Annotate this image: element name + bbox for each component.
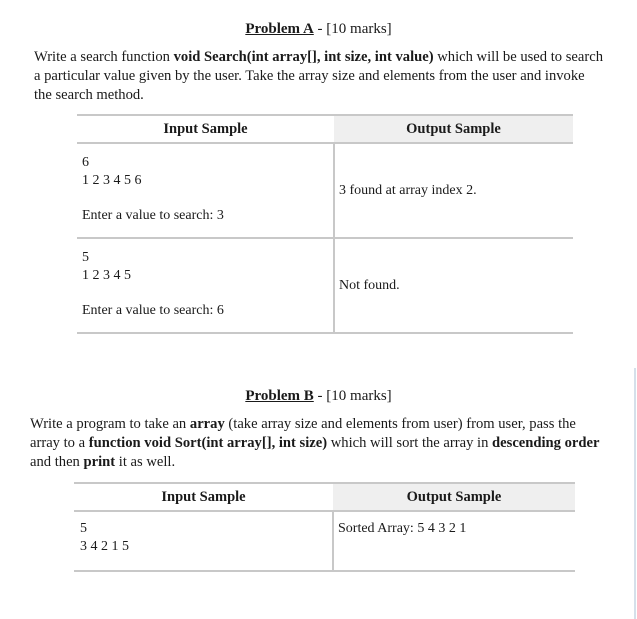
problem-a-sample-table	[77, 114, 573, 334]
problem-a-title	[0, 20, 637, 38]
input-sample-cell	[77, 143, 334, 238]
input-line: 3 4 2 1 5	[80, 539, 129, 554]
output-sample-header: Output Sample	[333, 483, 575, 511]
desc-text: which will be used to search a particular value given by the user. Take the array size and elements from the user and invoke the search method.	[34, 49, 603, 103]
output-line: Sorted Array: 5 4 3 2 1	[338, 521, 467, 536]
input-line: 1 2 3 4 5	[82, 268, 131, 283]
input-line: 1 2 3 4 5 6	[82, 173, 142, 188]
output-sample-header: Output Sample	[334, 115, 573, 143]
input-line: Enter a value to search: 3	[82, 208, 224, 223]
problem-b-sample-table	[74, 482, 575, 572]
input-line: 5	[80, 521, 87, 536]
problem-a-description	[34, 48, 606, 105]
desc-text: it as well.	[115, 454, 176, 470]
input-sample-cell	[77, 238, 334, 333]
input-sample-header: Input Sample	[77, 115, 334, 143]
table-header-row	[74, 483, 575, 511]
table-row	[74, 511, 575, 571]
desc-bold: array	[189, 416, 225, 432]
table-row	[77, 238, 573, 333]
table-header-row	[77, 115, 573, 143]
desc-text: Write a search function	[34, 49, 174, 65]
output-sample-cell	[334, 143, 573, 238]
input-line: Enter a value to search: 6	[82, 303, 224, 318]
output-line: 3 found at array index 2.	[339, 182, 477, 198]
page-edge-divider	[634, 368, 636, 619]
desc-bold: descending order	[492, 435, 600, 451]
problem-b-title	[0, 387, 637, 405]
desc-text: and then	[30, 454, 84, 470]
desc-text: which will sort the array in	[327, 435, 493, 451]
desc-text: Write a program to take an	[30, 416, 190, 432]
desc-bold: print	[83, 454, 116, 470]
input-line: 6	[82, 155, 89, 170]
desc-text: (take array size and elements from user) from user, pass the array to a	[30, 416, 576, 451]
input-line: 5	[82, 250, 89, 265]
problem-b-description	[30, 415, 605, 472]
problem-a-name: Problem A	[245, 21, 314, 37]
function-signature: function void Sort(int array[], int size)	[88, 435, 328, 451]
input-sample-cell	[74, 511, 333, 571]
function-signature: void Search(int array[], int size, int value)	[173, 49, 434, 65]
input-sample-header: Input Sample	[74, 483, 333, 511]
problem-a-marks: - [10 marks]	[313, 21, 392, 37]
output-sample-cell	[334, 238, 573, 333]
output-sample-cell	[333, 511, 575, 571]
problem-b-name: Problem B	[245, 388, 314, 404]
output-line: Not found.	[339, 277, 400, 293]
problem-b-marks: - [10 marks]	[313, 388, 392, 404]
table-row	[77, 143, 573, 238]
